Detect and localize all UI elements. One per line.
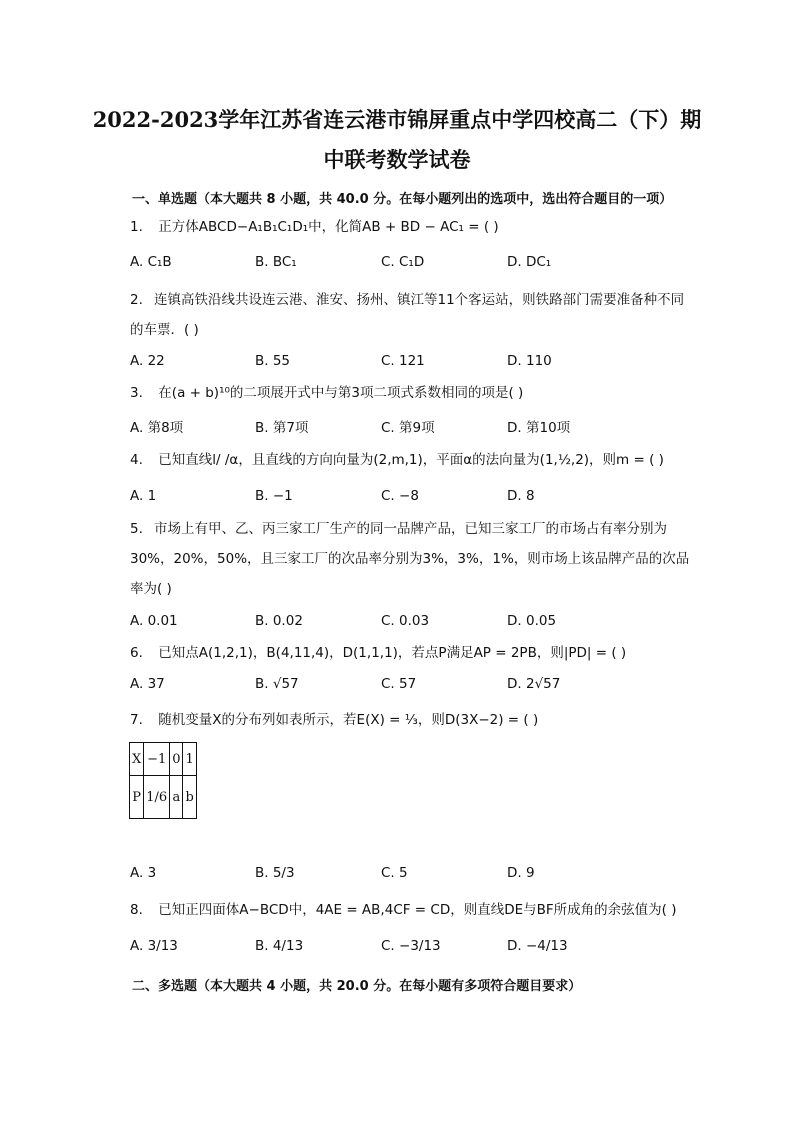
option-b[interactable]: B. 5/3	[255, 865, 295, 881]
option-a[interactable]: A. 0.01	[130, 613, 178, 629]
option-d[interactable]: D. 8	[507, 488, 535, 504]
option-d[interactable]: D. 110	[507, 353, 552, 369]
table-row	[130, 776, 197, 819]
option-a[interactable]: A. 3/13	[130, 938, 178, 954]
option-b[interactable]: B. 55	[255, 353, 291, 369]
table-cell: a	[170, 776, 183, 819]
page-title-line2: 中联考数学试卷	[323, 147, 471, 172]
option-c[interactable]: C. −8	[381, 488, 419, 504]
question-text: 在(a + b)¹⁰的二项展开式中与第3项二项式系数相同的项是( )	[158, 385, 524, 401]
option-a[interactable]: A. C₁B	[130, 254, 172, 270]
question-1	[130, 212, 499, 242]
question-text: 已知直线l/ /α，且直线的方向向量为(2,m,1)，平面α的法向量为(1,½,2)，则m = ( )	[158, 452, 664, 468]
question-number: 6.	[130, 645, 143, 661]
table-row	[130, 743, 197, 776]
section-heading-single-choice: 一、单选题（本大题共 8 小题，共 40.0 分。在每小题列出的选项中，选出符合题目的一项）	[132, 192, 673, 207]
option-a[interactable]: A. 3	[130, 865, 157, 881]
question-text: 正方体ABCD−A₁B₁C₁D₁中，化简AB + BD − AC₁ = ( )	[158, 219, 499, 235]
option-d[interactable]: D. −4/13	[507, 938, 568, 954]
distribution-table	[129, 742, 197, 819]
question-7	[130, 705, 538, 735]
option-a[interactable]: A. 1	[130, 488, 157, 504]
table-cell: 1	[183, 743, 196, 776]
option-d[interactable]: D. 2√57	[507, 676, 561, 692]
option-b[interactable]: B. 第7项	[255, 420, 309, 436]
page-title-line1: 2022-2023学年江苏省连云港市锦屏重点中学四校高二（下）期	[92, 107, 702, 132]
question-6	[130, 638, 626, 668]
question-8	[130, 895, 677, 925]
table-cell: 0	[170, 743, 183, 776]
question-text: 已知点A(1,2,1)，B(4,11,4)，D(1,1,1)，若点P满足AP = 2PB，则|PD| = ( )	[158, 645, 627, 661]
question-number: 7.	[130, 712, 143, 728]
option-c[interactable]: C. 121	[381, 353, 425, 369]
option-a[interactable]: A. 22	[130, 353, 165, 369]
table-cell: −1	[144, 743, 170, 776]
option-c[interactable]: C. −3/13	[381, 938, 441, 954]
question-number: 1.	[130, 219, 143, 235]
option-c[interactable]: C. 5	[381, 865, 408, 881]
question-number: 8.	[130, 902, 143, 918]
option-b[interactable]: B. 0.02	[255, 613, 303, 629]
question-text: 随机变量X的分布列如表所示，若E(X) = ⅓，则D(3X−2) = ( )	[158, 712, 539, 728]
question-2	[130, 285, 692, 345]
option-c[interactable]: C. 0.03	[381, 613, 430, 629]
question-number: 3.	[130, 385, 143, 401]
table-cell: X	[130, 743, 144, 776]
question-text: 已知正四面体A−BCD中，4AE = AB,4CF = CD，则直线DE与BF所成角的余弦值为( )	[158, 902, 677, 918]
question-number: 5.	[130, 521, 143, 537]
question-5	[130, 514, 692, 604]
section-heading-multiple-choice: 二、多选题（本大题共 4 小题，共 20.0 分。在每小题有多项符合题目要求）	[132, 979, 582, 994]
option-d[interactable]: D. 第10项	[507, 420, 571, 436]
question-4	[130, 445, 664, 475]
option-c[interactable]: C. 57	[381, 676, 417, 692]
option-d[interactable]: D. 0.05	[507, 613, 557, 629]
table-cell: b	[183, 776, 196, 819]
table-cell: P	[130, 776, 144, 819]
option-c[interactable]: C. C₁D	[381, 254, 425, 270]
option-c[interactable]: C. 第9项	[381, 420, 435, 436]
option-a[interactable]: A. 37	[130, 676, 165, 692]
question-number: 2.	[130, 292, 143, 308]
option-d[interactable]: D. DC₁	[507, 254, 552, 270]
question-text: 连镇高铁沿线共设连云港、淮安、扬州、镇江等11个客运站，则铁路部门需要准备种不同的车票．( )	[130, 292, 685, 338]
option-b[interactable]: B. BC₁	[255, 254, 297, 270]
question-3	[130, 378, 523, 408]
table-cell: 1/6	[144, 776, 170, 819]
option-d[interactable]: D. 9	[507, 865, 535, 881]
option-a[interactable]: A. 第8项	[130, 420, 184, 436]
question-number: 4.	[130, 452, 143, 468]
option-b[interactable]: B. −1	[255, 488, 293, 504]
option-b[interactable]: B. √57	[255, 676, 299, 692]
option-b[interactable]: B. 4/13	[255, 938, 304, 954]
question-text: 市场上有甲、乙、丙三家工厂生产的同一品牌产品，已知三家工厂的市场占有率分别为30%，20%，50%，且三家工厂的次品率分别为3%，3%，1%，则市场上该品牌产品的次品率为( )	[130, 521, 690, 597]
